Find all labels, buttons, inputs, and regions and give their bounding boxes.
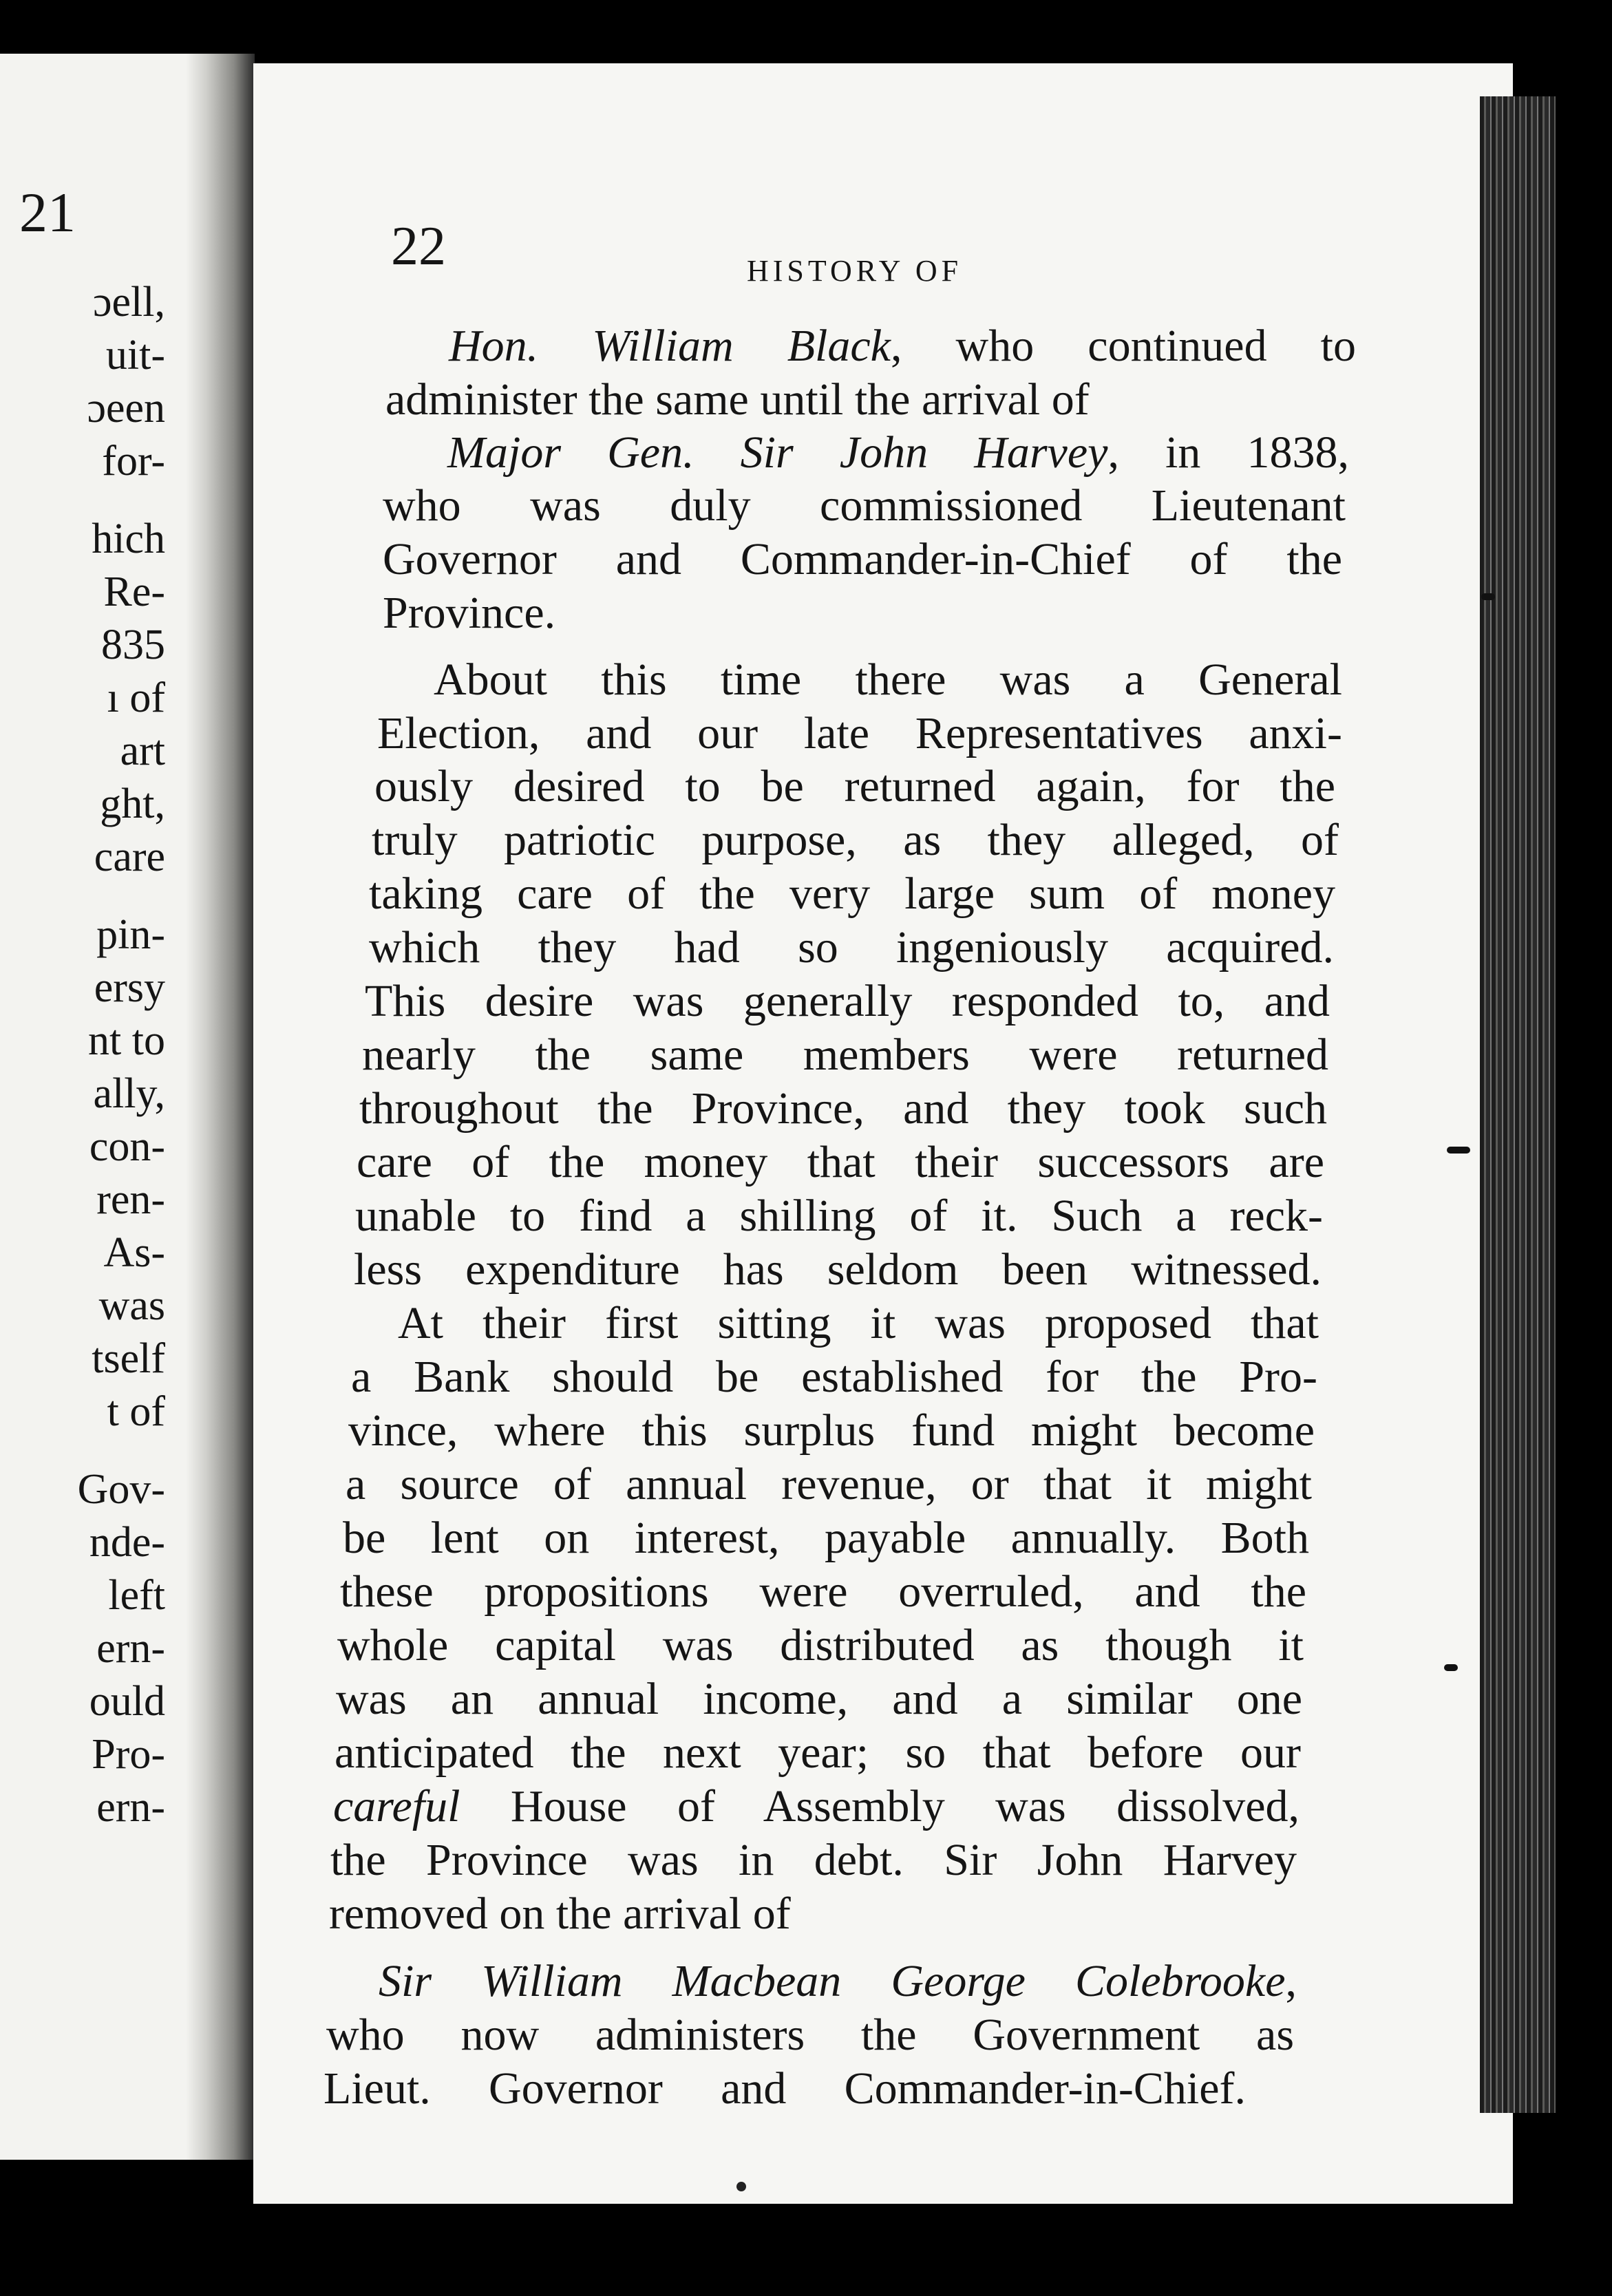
- text-line: [351, 1354, 1317, 1400]
- text-line: [374, 761, 1335, 811]
- previous-page-line: nde-: [89, 1519, 165, 1566]
- margin-mark: [1444, 1664, 1458, 1671]
- line-text: taking care of the very large sum of money: [369, 869, 1335, 919]
- italic-name: Sir William Macbean George Colebrooke: [379, 1956, 1286, 2006]
- line-text: ,: [1285, 1956, 1297, 2006]
- text-line: [330, 1835, 1297, 1885]
- text-line: [383, 480, 1346, 531]
- previous-page-line: art: [120, 727, 165, 774]
- line-text: whole capital was distributed as though it: [337, 1620, 1304, 1670]
- text-line: [369, 922, 1334, 972]
- text-line: [362, 1032, 1328, 1078]
- line-text: a Bank should be established for the Pro-: [351, 1352, 1317, 1402]
- page-mark: [736, 2182, 746, 2191]
- previous-page-line: nt to: [88, 1017, 165, 1064]
- line-text: Governor and Commander-in-Chief of the: [383, 534, 1342, 584]
- previous-page-line: ght,: [100, 780, 165, 827]
- text-line: [337, 1620, 1304, 1670]
- text-line: [336, 1674, 1302, 1724]
- previous-page-line: ɔeen: [87, 385, 165, 432]
- line-text: Lieut. Governor and Commander-in-Chief.: [324, 2063, 1246, 2114]
- line-text: throughout the Province, and they took such: [359, 1083, 1327, 1134]
- margin-mark: [1481, 593, 1495, 600]
- line-text: the Province was in debt. Sir John Harvey: [330, 1835, 1297, 1885]
- text-line: [340, 1566, 1306, 1617]
- text-line: [369, 871, 1335, 917]
- previous-page-line: ern-: [96, 1784, 165, 1831]
- line-text: At their first sitting it was proposed that: [398, 1298, 1319, 1348]
- previous-page-line: uit-: [105, 332, 165, 379]
- text-line: [447, 427, 1349, 478]
- text-line: [343, 1513, 1309, 1563]
- text-line: [324, 2063, 1246, 2114]
- text-line: [434, 657, 1342, 703]
- line-text: Election, and our late Representatives anxi-: [377, 708, 1342, 758]
- previous-page-line: care: [94, 833, 165, 880]
- book-gutter: [186, 54, 255, 2160]
- previous-page-line: was: [98, 1282, 165, 1329]
- line-text: removed on the arrival of: [329, 1889, 791, 1939]
- previous-page-line: Pro-: [92, 1731, 165, 1778]
- text-line: [333, 1781, 1300, 1831]
- line-text: nearly the same members were returned: [362, 1030, 1328, 1080]
- text-line: [398, 1298, 1319, 1348]
- previous-page-line: Gov-: [77, 1466, 165, 1513]
- line-text: House of Assembly was dissolved,: [460, 1781, 1300, 1831]
- page-number: 22: [391, 216, 446, 277]
- text-line: [372, 815, 1339, 865]
- line-text: less expenditure has seldom been witnessed.: [354, 1244, 1322, 1295]
- line-text: a source of annual revenue, or that it might: [346, 1459, 1312, 1509]
- previous-page-line: 835: [101, 621, 165, 668]
- text-line: [335, 1730, 1301, 1776]
- text-line: [383, 588, 556, 638]
- line-text: , in 1838,: [1107, 427, 1349, 478]
- italic-name: Major Gen. Sir John Harvey: [447, 427, 1108, 478]
- previous-page-number: 21: [19, 181, 76, 244]
- italic-name: careful: [333, 1781, 460, 1831]
- previous-page-line: pin-: [96, 911, 165, 958]
- line-text: truly patriotic purpose, as they alleged, of: [372, 815, 1339, 865]
- previous-page-line: for-: [102, 438, 165, 485]
- line-text: unable to find a shilling of it. Such a reck-: [355, 1191, 1323, 1241]
- text-line: [326, 2012, 1294, 2058]
- line-text: was an annual income, and a similar one: [336, 1674, 1302, 1724]
- line-text: who was duly commissioned Lieutenant: [383, 480, 1346, 531]
- text-line: [359, 1083, 1327, 1134]
- text-line: [355, 1193, 1323, 1239]
- previous-page-line: ould: [89, 1678, 165, 1725]
- text-line: [346, 1459, 1312, 1509]
- line-text: who now administers the Government as: [326, 2010, 1294, 2060]
- line-text: ously desired to be returned again, for the: [374, 761, 1335, 811]
- line-text: which they had so ingeniously acquired.: [369, 922, 1334, 972]
- margin-mark: [1447, 1147, 1470, 1154]
- previous-page-line: ally,: [93, 1070, 165, 1117]
- previous-page-line: ren-: [96, 1176, 165, 1223]
- line-text: , who continued to: [890, 321, 1356, 371]
- previous-page-line: ern-: [96, 1625, 165, 1672]
- previous-page-line: Re-: [103, 568, 165, 615]
- line-text: anticipated the next year; so that before our: [335, 1728, 1301, 1778]
- text-line: [348, 1405, 1315, 1456]
- line-text: be lent on interest, payable annually. Both: [343, 1513, 1309, 1563]
- text-line: [385, 374, 1090, 425]
- text-line: [377, 708, 1342, 758]
- running-head: HISTORY OF: [747, 254, 963, 288]
- text-line: [354, 1244, 1322, 1295]
- text-line: [449, 323, 1356, 369]
- line-text: vince, where this surplus fund might become: [348, 1405, 1315, 1456]
- page-edges: [1480, 96, 1556, 2113]
- previous-page-line: hich: [92, 515, 165, 562]
- previous-page-line: ı of: [107, 674, 165, 721]
- line-text: administer the same until the arrival of: [385, 374, 1090, 425]
- text-line: [365, 976, 1330, 1026]
- line-text: care of the money that their successors are: [357, 1137, 1324, 1187]
- line-text: About this time there was a General: [434, 655, 1342, 705]
- text-line: [379, 1956, 1297, 2006]
- previous-page-line: As-: [103, 1229, 165, 1276]
- text-line: [329, 1891, 791, 1937]
- line-text: This desire was generally responded to, and: [365, 976, 1330, 1026]
- previous-page-line: ɔell,: [93, 279, 165, 326]
- previous-page-line: left: [108, 1572, 165, 1619]
- previous-page-line: t of: [107, 1388, 165, 1435]
- text-line: [357, 1137, 1324, 1187]
- italic-name: Hon. William Black: [449, 321, 891, 371]
- line-text: Province.: [383, 588, 556, 638]
- line-text: these propositions were overruled, and the: [340, 1566, 1306, 1617]
- previous-page-line: ersy: [94, 964, 165, 1011]
- previous-page-line: tself: [92, 1335, 165, 1382]
- previous-page-line: con-: [89, 1123, 165, 1170]
- text-line: [383, 534, 1342, 584]
